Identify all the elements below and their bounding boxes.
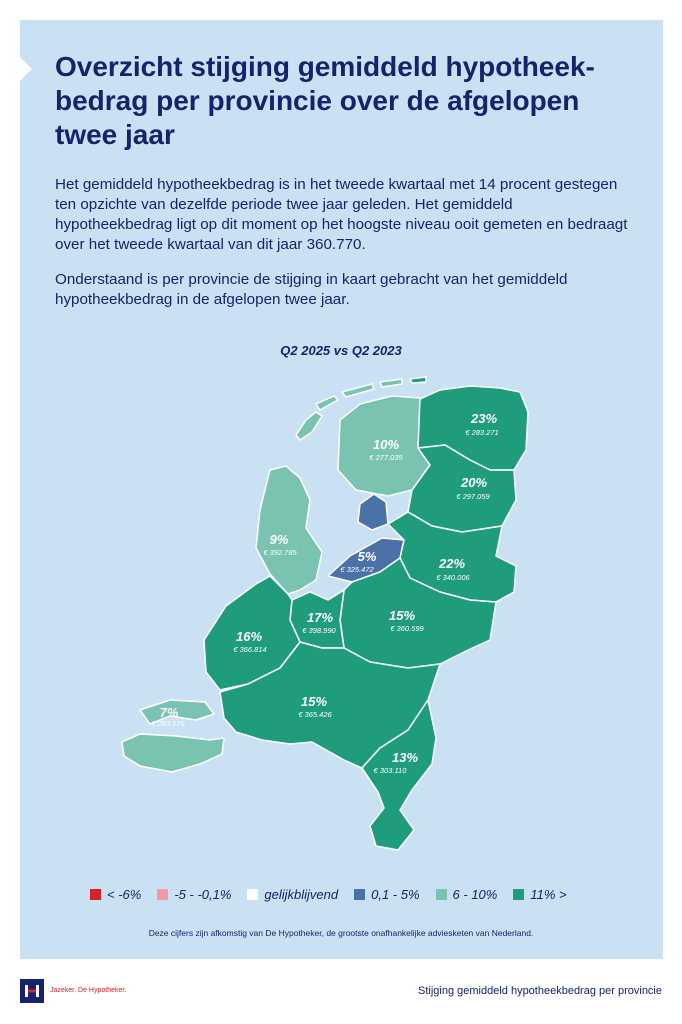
overijssel-pct: 22% (438, 556, 466, 571)
utrecht-amount: € 398.990 (302, 626, 336, 635)
drenthe-amount: € 297.059 (456, 492, 490, 501)
noord-brabant-pct: 15% (300, 694, 328, 709)
island-vlieland (316, 396, 338, 410)
page-title: Overzicht stijging gemiddeld hypotheek-bedrag per provincie over de afgelopen twee jaar (55, 51, 595, 150)
limburg-pct: 13% (391, 750, 419, 765)
legend-label: -5 - -0,1% (174, 887, 232, 902)
legend-item-unchanged (247, 887, 338, 902)
source-note: Deze cijfers zijn afkomstig van De Hypotheker, de grootste onafhankelijke adviesketen van Nederland. (148, 928, 534, 938)
noord-brabant-amount: € 365.426 (298, 710, 332, 719)
groningen-pct: 23% (470, 411, 498, 426)
legend-item-0-to-5 (354, 887, 419, 902)
island-texel (296, 412, 322, 440)
island-schiermonnikoog (410, 377, 426, 383)
legend-item-below-minus-6 (90, 887, 141, 902)
footer-brand: Jazeker. De Hypotheker. (50, 987, 127, 994)
legend-label: gelijkblijvend (264, 887, 339, 902)
flevoland-pct: 5% (357, 549, 377, 564)
legend-swatch (247, 889, 258, 900)
flevoland-amount: € 325.472 (340, 565, 374, 574)
province-flevoland-north[interactable] (358, 494, 388, 530)
friesland-amount: € 277.035 (369, 453, 403, 462)
noord-holland-pct: 9% (269, 532, 289, 547)
limburg-amount: € 303.110 (373, 766, 407, 775)
legend-label: 11% > (530, 887, 567, 902)
province-zeeland-south[interactable] (122, 734, 224, 772)
legend-swatch (513, 889, 524, 900)
legend-swatch (436, 889, 447, 900)
legend-label: < -6% (107, 887, 142, 902)
utrecht-pct: 17% (306, 610, 334, 625)
drenthe-pct: 20% (460, 475, 488, 490)
island-ameland (380, 379, 402, 387)
legend-item-6-to-10 (436, 887, 498, 902)
map-legend (90, 887, 583, 902)
island-terschelling (342, 384, 374, 397)
intro-paragraph-1: Het gemiddeld hypotheekbedrag is in het tweede kwartaal met 14 procent gestegen ten opzichte van dezelfde periode twee jaar geleden. Het gemiddeld hypotheekbedrag ligt op dit moment op het hoogste niveau ooit gemeten en bedraagt over het tweede kwartaal van dit jaar 360.770. (55, 176, 628, 253)
zeeland-pct: 7% (159, 705, 179, 720)
intro-paragraph-2: Onderstaand is per provincie de stijging in kaart gebracht van het gemiddeld hypotheekbedrag in de afgelopen twee jaar. (55, 271, 568, 308)
hypotheker-logo-icon (20, 979, 44, 1003)
legend-label: 0,1 - 5% (371, 887, 420, 902)
footer-caption: Stijging gemiddeld hypotheekbedrag per provincie (418, 985, 662, 997)
legend-swatch (90, 889, 101, 900)
overijssel-amount: € 340.006 (436, 573, 470, 582)
legend-item-11-plus (513, 887, 566, 902)
zuid-holland-amount: € 366.814 (233, 645, 267, 654)
legend-label: 6 - 10% (452, 887, 498, 902)
friesland-pct: 10% (372, 437, 400, 452)
legend-swatch (354, 889, 365, 900)
groningen-amount: € 283.271 (465, 428, 499, 437)
zeeland-amount: € 283.176 (151, 719, 185, 728)
legend-item-minus-5-to-0 (157, 887, 231, 902)
zuid-holland-pct: 16% (235, 629, 263, 644)
province-noord-holland[interactable] (256, 466, 322, 594)
map-subtitle: Q2 2025 vs Q2 2023 (280, 343, 402, 358)
gelderland-amount: € 360.599 (390, 624, 424, 633)
gelderland-pct: 15% (388, 608, 416, 623)
noord-holland-amount: € 392.785 (263, 548, 297, 557)
legend-swatch (157, 889, 168, 900)
